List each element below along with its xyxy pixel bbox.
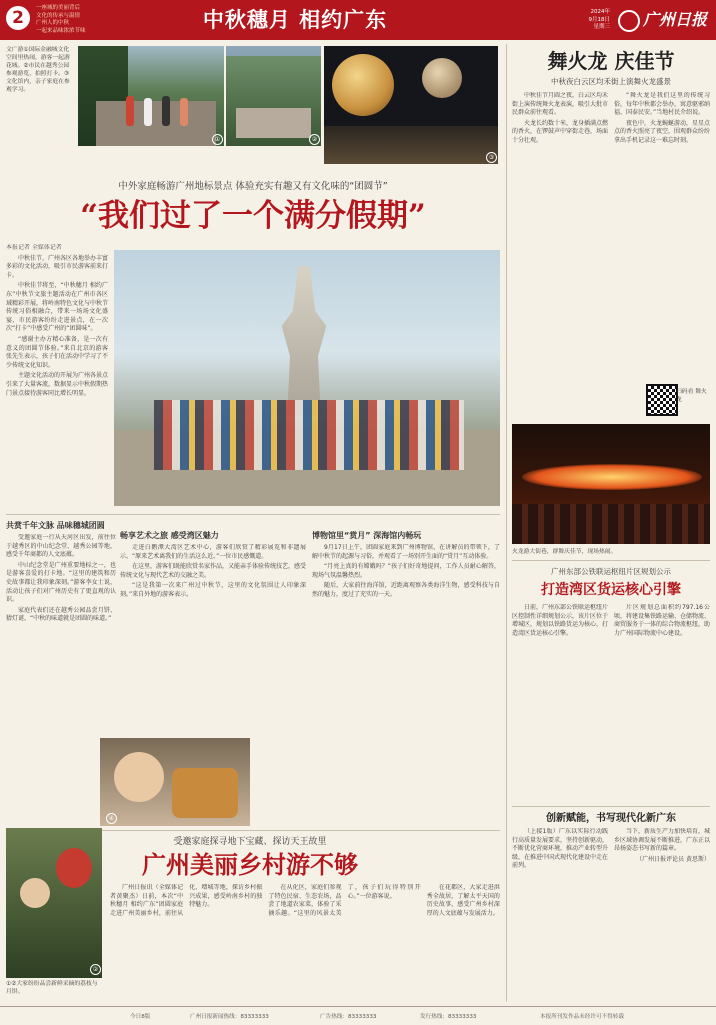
tourism-body: 广州日报讯（全媒体记者黄聚杰）日前，本次“中秋穗月 相约广东”团圆家庭走进广州美丽乡村，前往从化、增城等地，探访乡村振兴成果，感受岭南乡村的独特魅力。 在从化区，家庭们参观了特色民宿、生态农场，品尝了地道农家菜，体验了采摘乐趣。“这里的风景太美了，孩子们玩得特别开心。”一位游客说。 在花都区，大家走进洪秀全故居，了解太平天国的历史故事，感受广州乡村深厚的人文底蕴与发展活力。	[110, 884, 500, 917]
notice-title: 打造湾区货运核心引擎	[541, 582, 681, 598]
column-body: （上接1版）广东以实际行动践行高质量发展要求，坚持创新驱动，不断优化营商环境，推动产业转型升级，在推进中国式现代化建设中走在前列。 当下，新质生产力加快培育，城乡区域协调发展不断推进，广东正以昂扬姿态书写新的篇章。 （广州日报评论员 黄思斯）	[512, 828, 710, 870]
photo-badge: ④	[106, 813, 117, 824]
goat-statue	[276, 266, 332, 416]
notice-kicker: 广州东部公铁联运枢纽片区规划公示	[551, 567, 671, 576]
section1-subhead: 共赏千年文脉 品味穗城团圆	[6, 521, 105, 530]
photo-badge: ②	[309, 134, 320, 145]
child-face	[114, 752, 164, 802]
dragon-headline: 舞火龙 庆佳节	[547, 49, 675, 73]
section1-body: 受邀家庭一行从天河区出发，前往位于越秀区的中山纪念堂、越秀公园等地，感受千年商都的人文底蕴。 中山纪念堂是广州重要地标之一，也是游客喜爱的打卡地。“这里的建筑和历史故事都让我印象深刻。”游客李女士说，活动让孩子们对广州历史有了更直观的认识。 家庭代表们还在越秀公园品尝月饼、猜灯谜，“中秋的味道就是团圆的味道。”	[6, 534, 116, 623]
moon-globe	[332, 54, 394, 116]
tourism-photo-caption: ①②大家纷纷品尝新鲜采摘的荔枝与月饼。	[6, 981, 98, 995]
fire-dragon-photo	[512, 424, 710, 544]
lead-photo-caption: 文广游①国际金融城文化空间里热闹，游客一起游花城。②市民在越秀公园参观游览，拍照打卡。③文化馆内，亲子家庭在参观学习。	[6, 47, 70, 93]
fire-dragon-shape	[522, 464, 702, 490]
page-number: 2	[6, 6, 30, 30]
child-photo	[100, 738, 250, 826]
visitor-group	[154, 400, 464, 470]
lychee-bunch	[56, 848, 92, 888]
plaza-ground	[96, 101, 216, 146]
fire-dragon-caption: 火龙游大街巷，群舞庆佳节，现场热闹。	[512, 549, 617, 555]
person-face	[20, 878, 50, 908]
crowd-shape	[324, 126, 498, 164]
moon-globe-small	[422, 58, 462, 98]
section3-body: 9月17日上午，团圆家庭来到广州博物馆，在讲解员的带领下，了解中秋节的起源与习俗，并观看了一场别开生面的“赏月”互动体验。 “月亮上真的有嫦娥吗？”孩子们好奇地提问，工作人员耐心解答，现场气氛温馨热烈。 随后，大家前往海洋馆，近距离观察各类海洋生物，感受科技与自然的魅力，度过了充实的一天。	[312, 544, 500, 598]
section3-subhead: 博物馆里“赏月” 深海馆内畅玩	[312, 531, 422, 540]
edition-title: 中秋穗月 相约广东	[202, 7, 388, 32]
header-teaser: 一座城的美丽背后 文化的传承与温情 广州人的中秋 一起来品味浓浓节味	[36, 5, 86, 34]
mooncake-shape	[172, 768, 238, 818]
dateline: 2024年 9月18日 星期三	[588, 9, 610, 30]
tourism-kicker: 受邀家庭探寻地下宝藏、探访天王故里	[173, 837, 327, 847]
dragon-subheadline: 中秋夜白云区均禾街上演舞火龙盛景	[551, 77, 671, 86]
tourism-headline: 广州美丽乡村游不够	[142, 850, 358, 879]
person-figure	[126, 96, 134, 126]
photo-badge: ③	[486, 152, 497, 163]
qr-label: 扫码看 舞火龙	[676, 389, 707, 403]
person-figure	[162, 96, 170, 126]
person-figure	[144, 98, 152, 126]
lead-photo-2	[226, 46, 321, 146]
dragon-body: 中秋佳节月圆之夜，白云区均禾街上演传统舞火龙表演，吸引大批市民群众前往观看。 火龙长约数十米，龙身插满点燃的香火，在锣鼓声中穿街走巷，场面十分壮观。 “舞火龙是我们这里的传统习俗，每年中秋都会举办，寓意驱邪纳福、国泰民安。”当地村民介绍说。 夜色中，火龙蜿蜒游动，星星点点的香火照亮了夜空，围观群众纷纷拿出手机记录这一难忘时刻。	[512, 92, 710, 144]
photo-badge: ②	[90, 964, 101, 975]
orchard-photo	[6, 828, 102, 978]
logo-emblem-icon	[618, 10, 640, 32]
lead-headline: “我们过了一个满分假期”	[80, 198, 426, 234]
lead-kicker: 中外家庭畅游广州地标景点 体验充实有趣又有文化味的“团圆节”	[118, 181, 388, 192]
section2-subhead: 畅享艺术之旅 感受湾区魅力	[120, 531, 219, 540]
crowd-shape	[512, 504, 710, 544]
group-shape	[236, 108, 311, 138]
photo-badge: ①	[212, 134, 223, 145]
group-photo	[114, 250, 500, 506]
page-footer: 今日8版 广州日报新闻热线：83333333 广告热线：83333333 发行热线：83333333 本报所刊发作品未经许可不得转载	[0, 1006, 716, 1025]
lead-photo-1	[78, 46, 224, 146]
lead-photo-3	[324, 46, 498, 164]
masthead-logo: 广州日报	[618, 9, 710, 31]
person-figure	[180, 98, 188, 126]
column-title: 创新赋能，书写现代化新广东	[546, 813, 676, 824]
qr-code[interactable]	[646, 384, 678, 416]
notice-body: 日前，广州东部公铁联运枢纽片区控制性详细规划公示，该片区位于增城区，规划以铁路货运为核心，打造湾区货运核心引擎。 片区规划总面积约797.16公顷，将建设集铁路运输、仓储物流、商贸服务于一体的综合物流枢纽，助力广州国际物流中心建设。	[512, 604, 710, 637]
lead-body: 本报记者 全媒体记者 中秋佳节，广州各区各地举办丰富多彩的文化活动，吸引市民游客前来打卡。 中秋佳节将至，“中秋穗月 相约广东”中秋节文旅主题活动在广州市各区域精彩开展，将岭南特色文化与中秋节传统习俗相融合，带来一场场文化盛宴，市民游客纷纷走进景点，在一次次“打卡”中感受广州的“团圆味”。 “感谢主办方精心准备，是一次有意义的团圆节体验。”来自北京的游客张先生表示，孩子们在活动中学习了不少传统文化知识。 主题文化活动的开展为广州各景点引来了大量客流，数据显示中秋假期热门景点接待游客同比增长明显。	[6, 244, 108, 397]
section2-body: 走进白鹅潭大湾区艺术中心，游客们欣赏了精彩展览和非遗展示。“原来艺术离我们的生活这么近。”一位市民感慨道。 在这里，游客们既能欣赏名家作品，又能亲手体验传统技艺，感受传统文化与现代艺术的交融之美。 “这是我第一次来广州过中秋节，这里的文化氛围让人印象深刻。”来自外地的游客表示。	[120, 544, 306, 598]
